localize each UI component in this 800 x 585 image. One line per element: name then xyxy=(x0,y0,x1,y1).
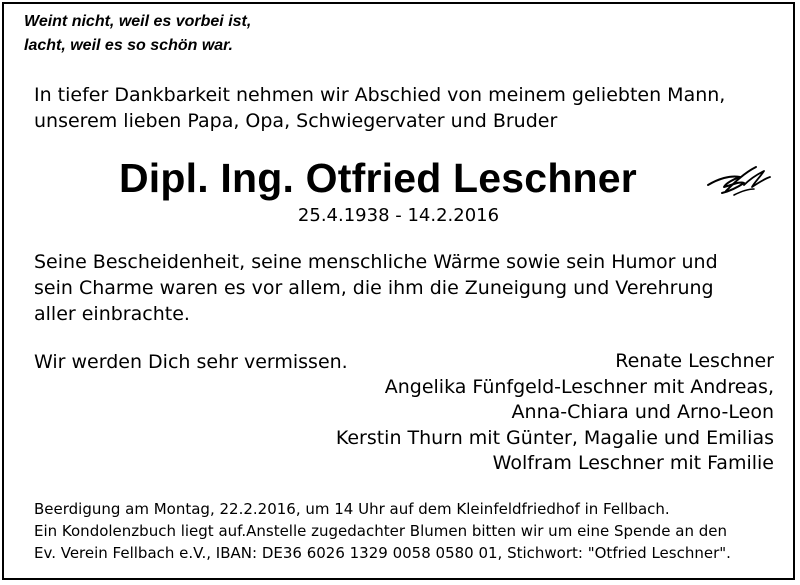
intro-text xyxy=(34,82,725,134)
mourner-line: Anna-Chiara und Arno-Leon xyxy=(511,401,774,423)
funeral-info-line-1: Beerdigung am Montag, 22.2.2016, um 14 Uhr auf dem Kleinfeldfriedhof in Fellbach. xyxy=(34,500,670,518)
funeral-info-line-3: Ev. Verein Fellbach e.V., IBAN: DE36 6026 1329 0058 0580 01, Stichwort: "Otfried Leschner". xyxy=(34,544,731,562)
intro-line-1: In tiefer Dankbarkeit nehmen wir Abschied von meinem geliebten Mann, xyxy=(34,84,726,106)
funeral-info xyxy=(34,498,731,564)
closing-text: Wir werden Dich sehr vermissen. xyxy=(34,351,348,373)
motto-line-2: lacht, weil es so schön war. xyxy=(24,37,233,54)
funeral-info-line-2: Ein Kondolenzbuch liegt auf.Anstelle zugedachter Blumen bitten wir um eine Spende an den xyxy=(34,522,727,540)
mourner-line: Kerstin Thurn mit Günter, Magalie und Emilias xyxy=(335,426,774,449)
life-dates: 25.4.1938 - 14.2.2016 xyxy=(297,205,500,226)
mourner-line: Renate Leschner xyxy=(615,350,774,372)
motto-quote xyxy=(24,10,251,58)
deceased-name: Dipl. Ing. Otfried Leschner xyxy=(119,155,637,201)
tribute-line-1: Seine Bescheidenheit, seine menschliche Wärme sowie sein Humor und xyxy=(34,251,718,273)
mourners-list xyxy=(336,349,774,477)
tribute-line-2: sein Charme waren es vor allem, die ihm die Zuneigung und Verehrung xyxy=(34,277,714,299)
signature-icon xyxy=(704,161,774,199)
tribute-text xyxy=(34,249,718,327)
mourner-line: Angelika Fünfgeld-Leschner mit Andreas, xyxy=(384,375,774,398)
obituary-notice xyxy=(2,2,795,580)
mourner-line: Wolfram Leschner mit Familie xyxy=(492,452,774,474)
tribute-line-3: aller einbrachte. xyxy=(34,303,190,325)
motto-line-1: Weint nicht, weil es vorbei ist, xyxy=(24,13,252,30)
intro-line-2: unserem lieben Papa, Opa, Schwiegervater und Bruder xyxy=(34,110,558,132)
